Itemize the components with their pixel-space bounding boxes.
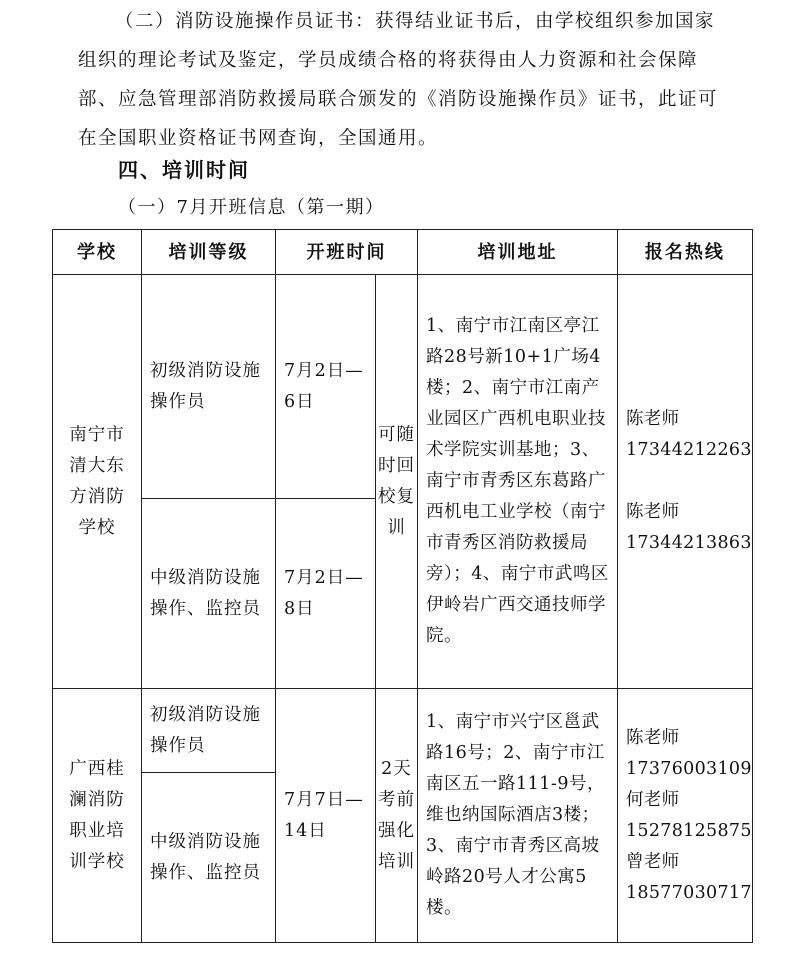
section-title: 四、培训时间 <box>118 158 250 182</box>
schedule-table <box>52 229 753 943</box>
contact-phone: 17344213863 <box>626 533 752 553</box>
mode-cell: 2天考前强化培训 <box>376 689 418 943</box>
level-cell: 初级消防设施操作员 <box>142 275 276 499</box>
contact-name: 何老师 <box>626 789 680 810</box>
contact-phone: 15278125875 <box>626 820 752 841</box>
school-name-cell: 南宁市清大东方消防学校 <box>53 275 142 689</box>
contact-name: 陈老师 <box>626 409 680 429</box>
level-cell: 中级消防设施操作、监控员 <box>142 499 276 689</box>
time-cell: 7月2日—6日 <box>276 275 376 499</box>
sub-title: （一）7月开班信息（第一期） <box>118 197 385 218</box>
hotline-cell <box>618 689 753 943</box>
certificate-paragraph: （二）消防设施操作员证书：获得结业证书后，由学校组织参加国家组织的理论考试及鉴定，学员成绩合格的将获得由人力资源和社会保障部、应急管理部消防救援局联合颁发的《消防设施操作员》证书，此证可在全国职业资格证书网查询，全国通用。 <box>78 11 719 149</box>
level-cell: 初级消防设施操作员 <box>142 689 276 773</box>
contact-name: 陈老师 <box>626 502 680 522</box>
table-header-row <box>53 230 753 275</box>
header-address: 培训地址 <box>418 230 618 275</box>
contact-phone: 17344212263 <box>626 440 752 460</box>
table-row <box>53 275 753 499</box>
header-time: 开班时间 <box>276 230 418 275</box>
contact-name: 陈老师 <box>626 727 680 748</box>
contact-phone: 17376003109 <box>626 758 752 779</box>
address-cell: 1、南宁市兴宁区邕武路16号；2、南宁市江南区五一路111-9号，维也纳国际酒店3楼；3、南宁市青秀区高坡岭路20号人才公寓5楼。 <box>418 689 618 943</box>
mode-cell: 可随时回校复训 <box>376 275 418 689</box>
school-name-cell: 广西桂澜消防职业培训学校 <box>53 689 142 943</box>
hotline-cell <box>618 275 753 689</box>
level-cell: 中级消防设施操作、监控员 <box>142 773 276 943</box>
time-cell: 7月7日—14日 <box>276 689 376 943</box>
contact-name: 曾老师 <box>626 851 680 872</box>
header-school: 学校 <box>53 230 142 275</box>
contact-phone: 18577030717 <box>626 882 752 903</box>
time-cell: 7月2日—8日 <box>276 499 376 689</box>
address-cell: 1、南宁市江南区亭江路28号新10+1广场4楼；2、南宁市江南产业园区广西机电职业技术学院实训基地；3、南宁市青秀区东葛路广西机电工业学校（南宁市青秀区消防救援局旁）；4、南宁市武鸣区伊岭岩广西交通技师学院。 <box>418 275 618 689</box>
header-hotline: 报名热线 <box>618 230 753 275</box>
table-row <box>53 689 753 773</box>
header-level: 培训等级 <box>142 230 276 275</box>
